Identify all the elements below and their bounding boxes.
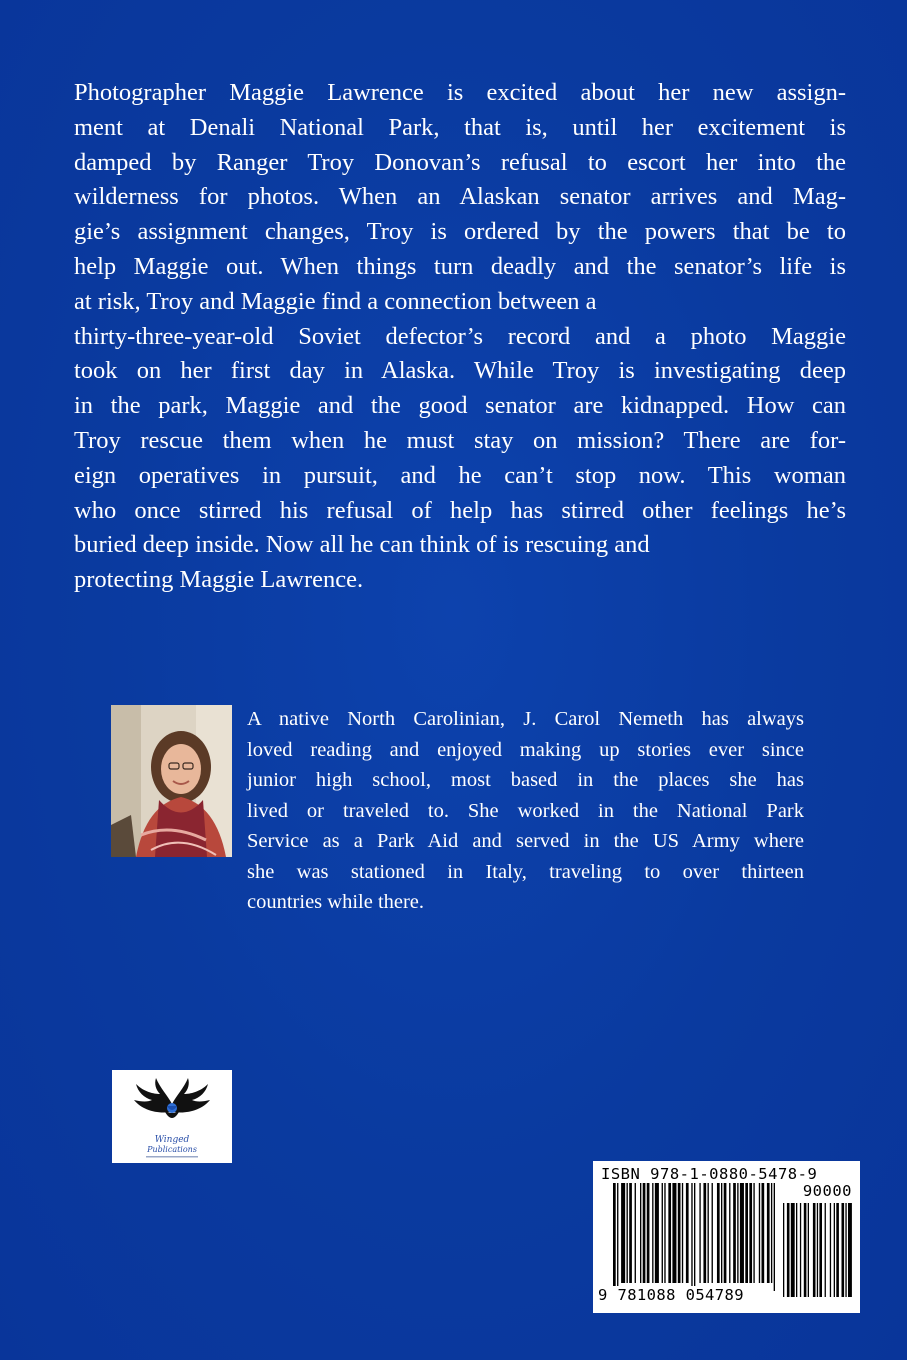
- blurb-line: at risk, Troy and Maggie find a connection between a: [74, 287, 597, 315]
- price-code: 90000: [802, 1182, 852, 1200]
- blurb-line: protecting Maggie Lawrence.: [74, 566, 364, 594]
- barcode-bar: [753, 1183, 754, 1283]
- barcode-bar: [640, 1183, 641, 1283]
- barcode-addon-bar: [808, 1203, 809, 1297]
- barcode-bar: [737, 1183, 738, 1283]
- barcode-bar: [774, 1183, 775, 1291]
- author-portrait-icon: [111, 705, 232, 857]
- barcode-addon-bar: [796, 1203, 797, 1297]
- blurb-line: Photographer Maggie Lawrence is excited about her new assign-: [74, 79, 846, 106]
- barcode-bar: [749, 1183, 752, 1283]
- barcode-bar: [627, 1183, 628, 1283]
- barcode-bar: [691, 1183, 692, 1291]
- author-bio: [247, 704, 804, 918]
- barcode-bar: [662, 1183, 663, 1283]
- barcode-bar: [717, 1183, 720, 1283]
- bio-line: A native North Carolinian, J. Carol Nemeth has always: [247, 708, 804, 730]
- bio-line: countries while there.: [247, 891, 425, 913]
- publisher-logo: [112, 1070, 232, 1163]
- author-photo: [111, 705, 232, 857]
- barcode-bar: [629, 1183, 632, 1283]
- barcode-bar: [767, 1183, 770, 1283]
- blurb-line: buried deep inside. Now all he can think of is rescuing and: [74, 531, 650, 559]
- barcode-addon-bar: [848, 1203, 852, 1297]
- blurb-line: wilderness for photos. When an Alaskan senator arrives and Mag-: [74, 183, 846, 211]
- blurb-line: ment at Denali National Park, that is, until her excitement is: [74, 113, 846, 141]
- barcode-bar: [621, 1183, 625, 1283]
- blurb-line: damped by Ranger Troy Donovan’s refusal to escort her into the: [74, 148, 846, 176]
- blurb-line: gie’s assignment changes, Troy is ordered by the powers that be to: [74, 218, 846, 246]
- blurb-line: who once stirred his refusal of help has stirred other feelings he’s: [74, 496, 846, 524]
- barcode-addon-bar: [845, 1203, 846, 1297]
- barcode-addon-bar: [819, 1203, 822, 1297]
- barcode-bar: [672, 1183, 676, 1283]
- bio-line: lived or traveled to. She worked in the National Park: [247, 799, 804, 822]
- blurb-line: took on her first day in Alaska. While Troy is investigating deep: [74, 357, 846, 385]
- blurb-line: Troy rescue them when he must stay on mission? There are for-: [74, 426, 846, 454]
- barcode-addon-bar: [817, 1203, 818, 1297]
- barcode-addon-bar: [836, 1203, 839, 1297]
- isbn-label: ISBN 978-1-0880-5478-9: [601, 1165, 818, 1183]
- barcode-addon-bar: [834, 1203, 835, 1297]
- barcode-addon-bar: [804, 1203, 807, 1297]
- barcode-bar: [740, 1183, 744, 1283]
- barcode-bar: [652, 1183, 653, 1283]
- barcode-bar: [668, 1183, 671, 1283]
- barcode-addon-bar: [825, 1203, 826, 1297]
- barcode-addon-bar: [842, 1203, 845, 1297]
- barcode-addon-bar: [830, 1203, 831, 1297]
- blurb-line: eign operatives in pursuit, and he can’t stop now. This woman: [74, 461, 846, 489]
- barcode-bar: [613, 1183, 616, 1291]
- barcode-bar: [647, 1183, 650, 1283]
- barcode-bar: [762, 1183, 765, 1283]
- barcode-bar: [733, 1183, 736, 1283]
- barcode-bar: [729, 1183, 730, 1283]
- barcode-addon-bar: [813, 1203, 816, 1297]
- logo-name-line1: Winged: [154, 1135, 190, 1145]
- blurb-line: thirty-three-year-old Soviet defector’s record and a photo Maggie: [74, 322, 846, 350]
- bio-line: Service as a Park Aid and served in the US Army where: [247, 830, 804, 852]
- barcode-bar: [724, 1183, 727, 1283]
- barcode-bar: [721, 1183, 722, 1283]
- barcode-bar: [745, 1183, 748, 1283]
- barcode-bar: [708, 1183, 709, 1283]
- barcode-bar: [682, 1183, 683, 1283]
- book-blurb: [74, 76, 846, 598]
- bio-line: she was stationed in Italy, traveling to over thirteen: [247, 860, 804, 883]
- bio-line: loved reading and enjoyed making up stories ever since: [247, 738, 804, 761]
- blurb-line: in the park, Maggie and the good senator are kidnapped. How can: [74, 392, 846, 420]
- logo-name-line2: Publications: [147, 1145, 197, 1154]
- barcode-addon-bar: [787, 1203, 790, 1297]
- winged-heart-icon: [112, 1070, 232, 1163]
- barcode-addon-bar: [800, 1203, 801, 1297]
- barcode-bar: [635, 1183, 636, 1283]
- barcode-bar: [703, 1183, 706, 1283]
- barcode-bar: [759, 1183, 760, 1283]
- barcode-bar: [643, 1183, 646, 1283]
- barcode-bar: [699, 1183, 700, 1283]
- barcode-addon-bar: [783, 1203, 784, 1297]
- barcode-bar: [664, 1183, 665, 1283]
- barcode-bar: [655, 1183, 659, 1283]
- blurb-line: help Maggie out. When things turn deadly and the senator’s life is: [74, 252, 846, 280]
- ean-digits: 9 781088 054789: [598, 1286, 744, 1304]
- barcode-bar: [694, 1183, 695, 1291]
- barcode-bar: [771, 1183, 772, 1283]
- barcode-bar: [686, 1183, 689, 1283]
- isbn-barcode: [593, 1161, 860, 1313]
- barcode-bar: [617, 1183, 618, 1291]
- bio-line: junior high school, most based in the places she has: [247, 769, 804, 791]
- barcode-addon-bar: [791, 1203, 795, 1297]
- barcode-bar: [678, 1183, 681, 1283]
- barcode-bar: [712, 1183, 713, 1283]
